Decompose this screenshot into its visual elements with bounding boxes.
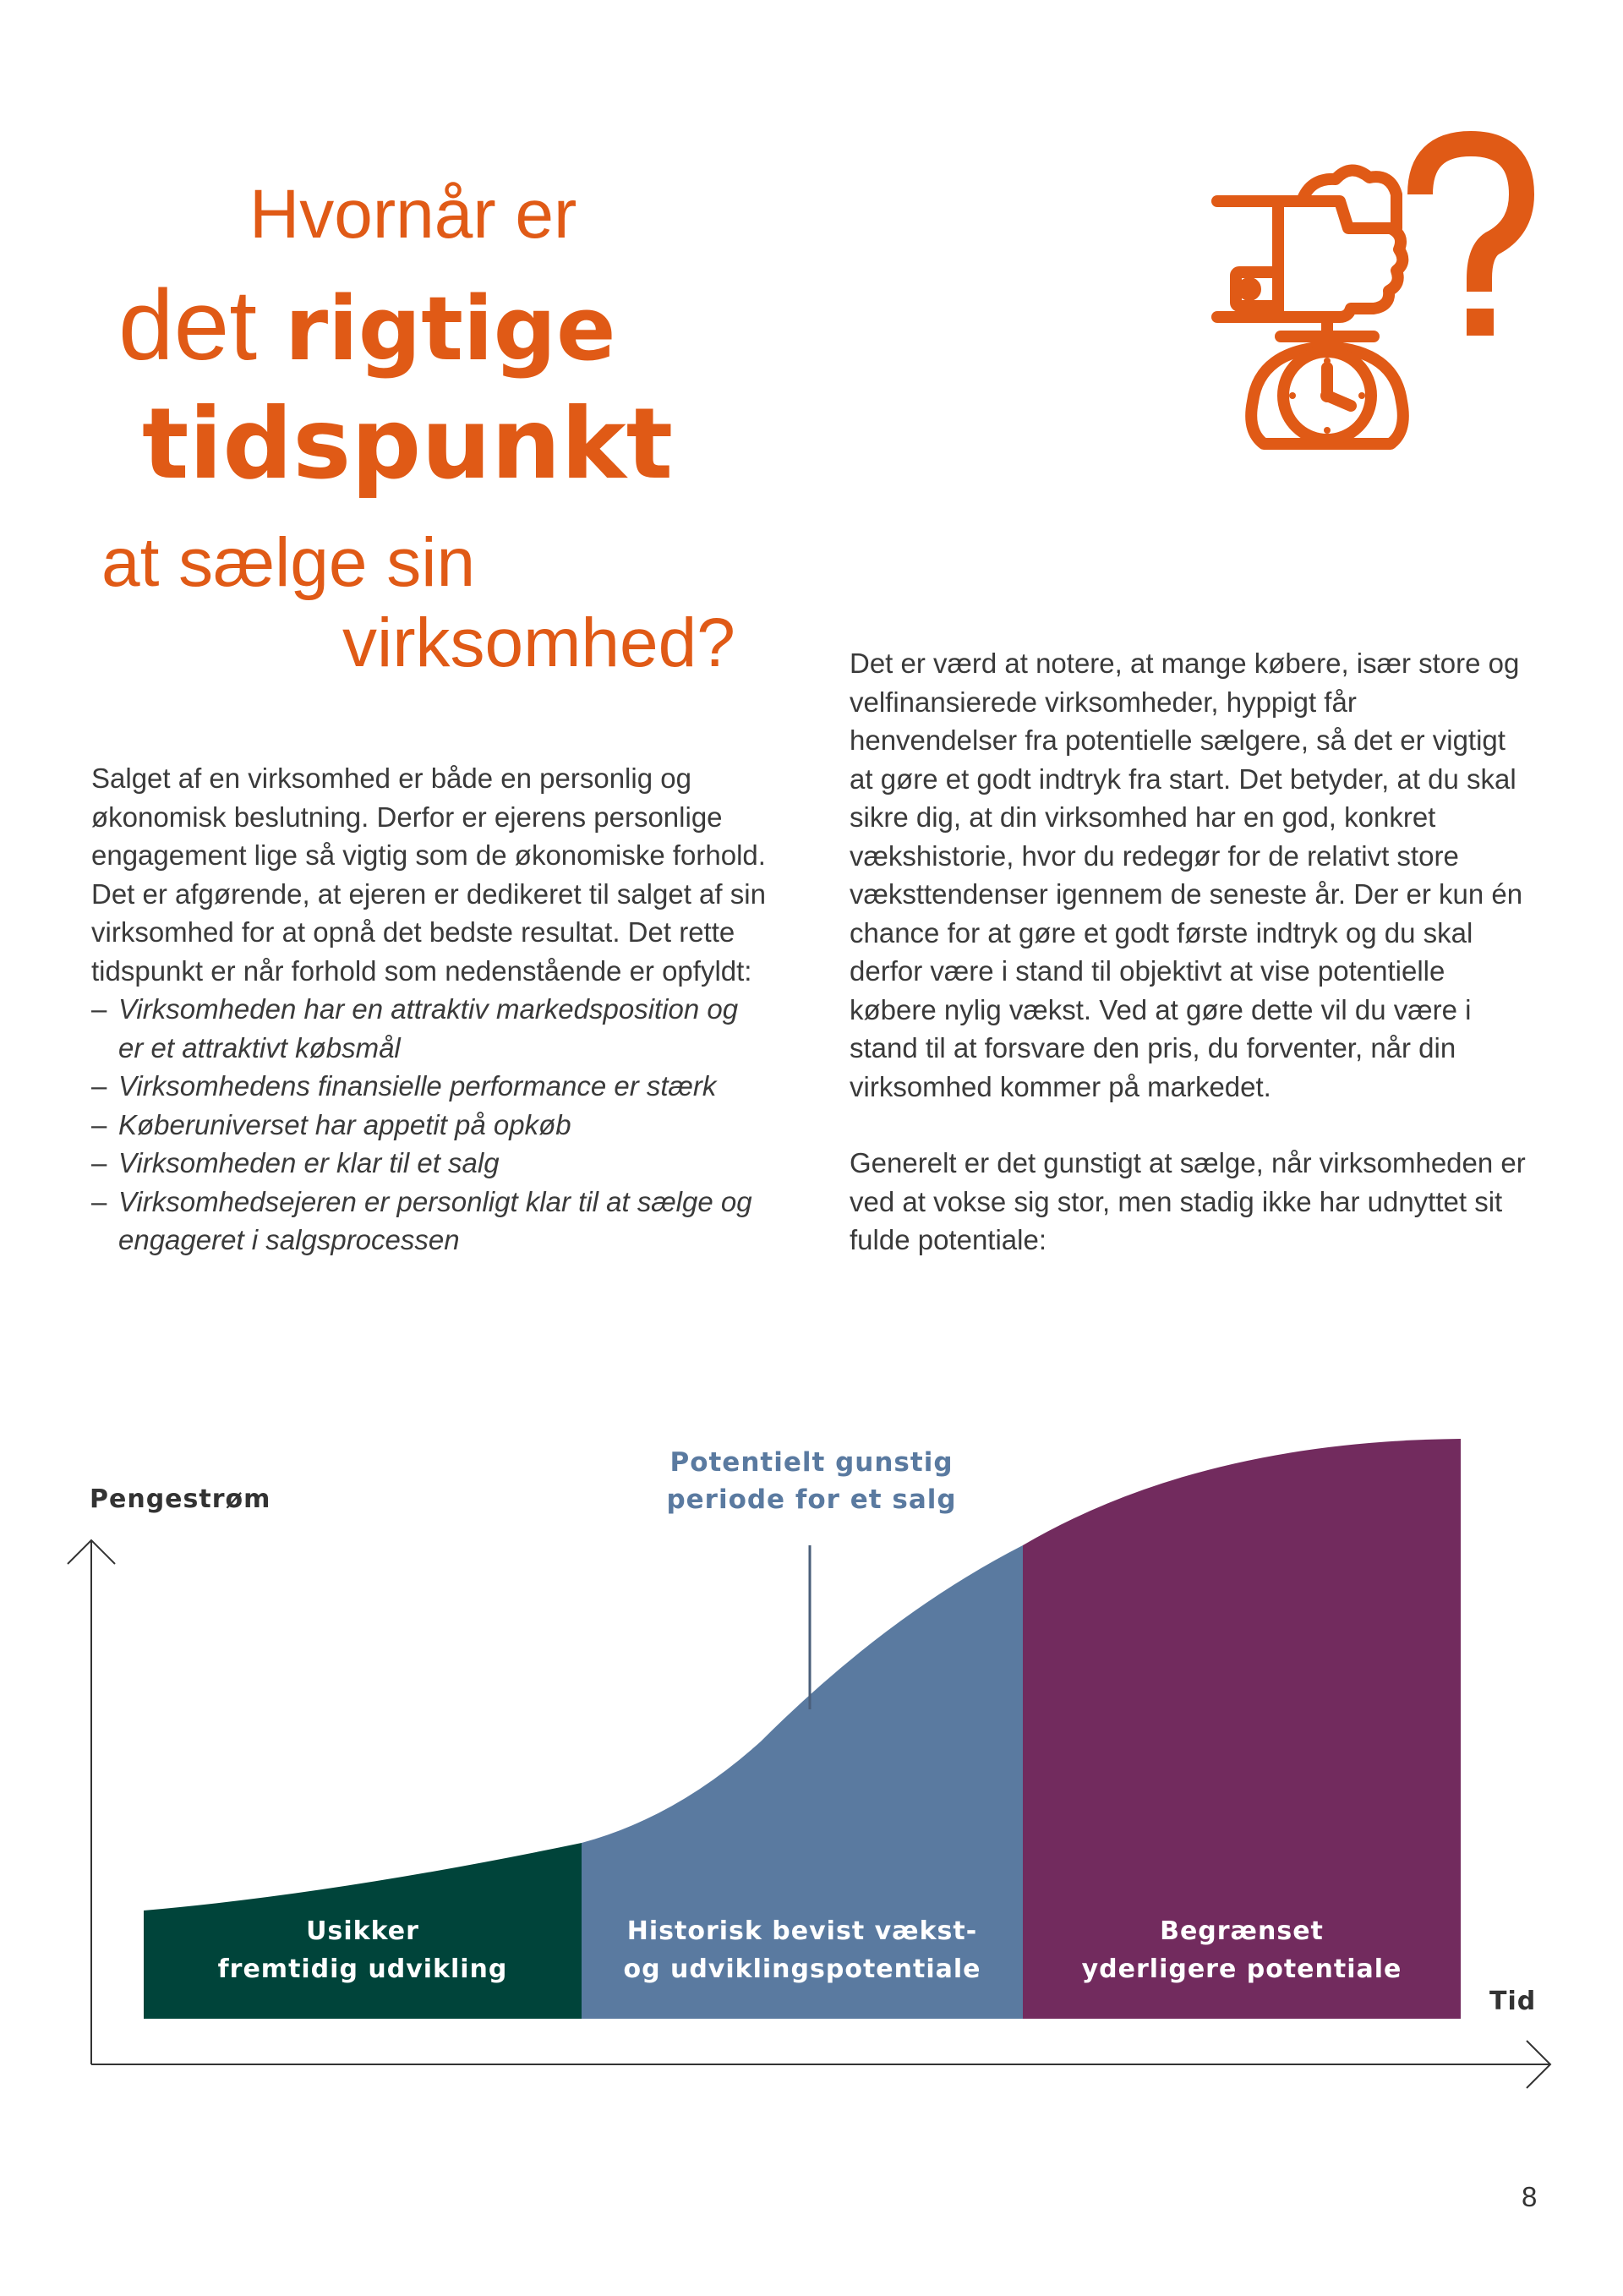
left-column bbox=[91, 759, 768, 1260]
title-line-2-bold: rigtige bbox=[284, 277, 616, 380]
y-axis-label: Pengestrøm bbox=[90, 1484, 271, 1514]
right-column bbox=[850, 644, 1526, 1260]
title-line-5: virksomhed? bbox=[342, 604, 735, 681]
list-item: – Virksomhedsejeren er personligt klar til at sælge og engageret i salgsprocessen bbox=[91, 1183, 768, 1260]
title-line-2-light: det bbox=[118, 270, 285, 381]
title-line-2 bbox=[118, 270, 616, 381]
page-number: 8 bbox=[1522, 2181, 1538, 2212]
list-item: – Virksomheden har en attraktiv markedsposition og er et attraktivt købsmål bbox=[91, 990, 768, 1067]
list-item: – Virksomhedens finansielle performance er stærk bbox=[91, 1067, 768, 1106]
right-paragraph-1: Det er værd at notere, at mange købere, især store og velfinansierede virksomheder, hyppigt får henvendelser fra potentielle sælgere, så det er vigtigt at gøre et godt indtryk fra start. Det betyder, at du skal sikre dig, at din virksomhed har en god, konkret vækshistorie, hvor du redegør for de relativt store væksttendenser igennem de seneste år. Der er kun én chance for at gøre et godt første indtryk og du skal derfor være i stand til objektivt at vise potentielle købere nylig vækst. Ved at gøre dette vil du være i stand til at forsvare den pris, du forventer, når din virksomhed kommer på markedet. bbox=[850, 648, 1523, 1102]
list-item: – Virksomheden er klar til et salg bbox=[91, 1144, 768, 1183]
phase-label-uncertain: Usikker fremtidig udvikling bbox=[217, 1916, 508, 1984]
phase-label-limited-potential: Begrænset yderligere potentiale bbox=[1081, 1916, 1402, 1984]
title-line-1: Hvornår er bbox=[249, 176, 577, 253]
list-item: – Køberuniverset har appetit på opkøb bbox=[91, 1106, 768, 1145]
timing-scale-question-icon bbox=[1200, 110, 1538, 482]
x-axis-label: Tid bbox=[1489, 1987, 1537, 2016]
criteria-list bbox=[91, 990, 768, 1260]
title-line-3: tidspunkt bbox=[142, 387, 674, 501]
right-paragraph-2: Generelt er det gunstigt at sælge, når virksomheden er ved at vokse sig stor, men stadig ikke har udnyttet sit fulde potentiale: bbox=[850, 1147, 1526, 1255]
selling-period-diagram bbox=[0, 1420, 1623, 2096]
favourable-period-annotation: Potentielt gunstig periode for et salg bbox=[666, 1447, 957, 1515]
phase-label-proven-growth: Historisk bevist vækst- og udviklingspotentiale bbox=[623, 1916, 981, 1984]
title-line-4: at sælge sin bbox=[101, 524, 476, 601]
left-paragraph: Salget af en virksomhed er både en personlig og økonomisk beslutning. Derfor er ejerens personlige engagement lige så vigtig som de økonomiske forhold. Det er afgørende, at ejeren er dedikeret til salget af sin virksomhed for at opnå det bedste resultat. Det rette tidspunkt er når forhold som nedenstående er opfyldt: bbox=[91, 763, 766, 987]
